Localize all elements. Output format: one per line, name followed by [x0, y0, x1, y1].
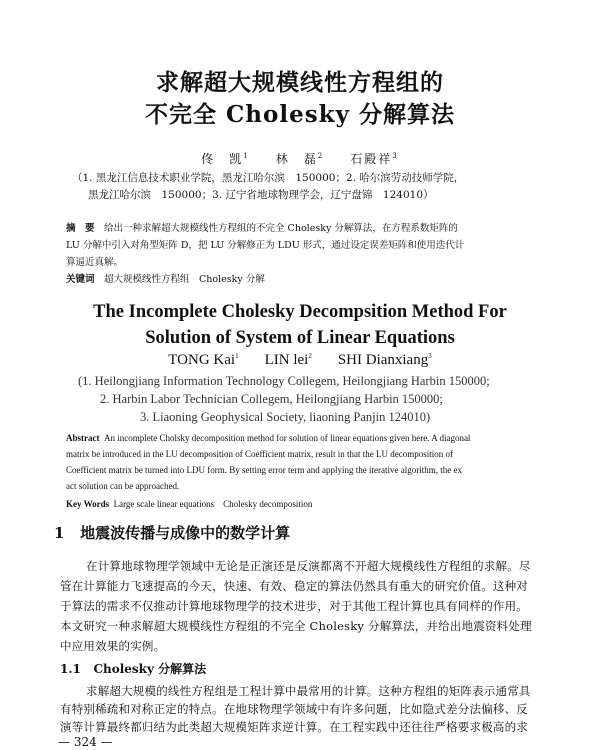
- title-en-line-2: Solution of System of Linear Equations: [145, 328, 455, 348]
- abstract-en-line-3: Coefficient matrix be turned into LDU form. By setting error term and applying the iterative algorithm, the ex: [66, 465, 462, 475]
- title-cn-line-1: 求解超大规模线性方程组的: [156, 69, 444, 96]
- affiliation-en-line-3: 3. Liaoning Geophysical Society, liaoning Panjin 124010): [140, 410, 431, 424]
- para1-line-1: 在计算地球物理学领域中无论是正演还是反演都离不开超大规模线性方程组的求解。尽: [86, 559, 531, 573]
- para2-line-1: 求解超大规模的线性方程组是工程计算中最常用的计算。这种方程组的矩阵表示通常具: [86, 684, 531, 698]
- author-en-2: LIN lei: [264, 352, 309, 368]
- abstract-cn-line-1: [66, 220, 458, 234]
- abstract-en-text-1: An incomplete Cholsky decomposition method for solution of linear equations given here. A diagonal: [104, 433, 471, 443]
- para1-line-2: 管在计算能力飞速提高的今天，快速、有效、稳定的算法仍然具有重大的研究价值。这种对: [60, 579, 528, 593]
- authors-cn: [0, 150, 600, 167]
- keywords-cn-text: 超大规模线性方程组 Cholesky 分解: [104, 274, 265, 285]
- abstract-cn-line-2: LU 分解中引入对角型矩阵 D，把 LU 分解修正为 LDU 形式，通过设定误差矩阵和使用迭代计: [66, 240, 465, 251]
- para2-line-2: 有特别稀疏和对称正定的特点。在地球物理学领域中有许多问题，比如隐式差分法偏移、反: [60, 702, 528, 716]
- keywords-en-text: Large scale linear equations Cholesky decomposition: [113, 499, 313, 509]
- subsection-number: 1.1: [60, 662, 81, 676]
- author-en-3-sup: 3: [428, 352, 432, 360]
- abstract-en-line-2: matrix be introduced in the LU decomposition of Coefficient matrix, result in that the LU decomposition of: [66, 449, 453, 459]
- page-number: — 324 —: [58, 735, 113, 749]
- title-cn-line-2: 不完全 Cholesky 分解算法: [144, 101, 455, 128]
- para1-line-5: 中应用效果的实例。: [60, 639, 166, 653]
- abstract-en-line-1: [66, 433, 470, 443]
- author-cn-1-sup: 1: [243, 152, 250, 160]
- author-cn-3: 石殿祥: [350, 152, 393, 166]
- author-cn-3-sup: 3: [392, 152, 399, 160]
- affiliation-en-line-1: (1. Heilongjiang Information Technology Collegem, Heilongjiang Harbin 150000;: [78, 374, 490, 388]
- abstract-en-label: Abstract: [66, 433, 100, 443]
- author-en-2-sup: 2: [308, 352, 312, 360]
- section-1-heading: [54, 522, 290, 543]
- abstract-cn-text-1: 给出一种求解超大规模线性方程组的不完全 Cholesky 分解算法，在方程系数矩阵的: [104, 223, 458, 234]
- para1-line-4: 本文研究一种求解超大规模线性方程组的不完全 Cholesky 分解算法，并给出地震资料处理: [60, 619, 532, 633]
- section-1-number: 1: [54, 524, 65, 542]
- author-en-1-sup: 1: [235, 352, 239, 360]
- section-1-title: 地震波传播与成像中的数学计算: [80, 524, 291, 542]
- subsection-heading: [60, 660, 206, 677]
- author-en-1: TONG Kai: [168, 352, 236, 368]
- author-en-3: SHI Dianxiang: [337, 352, 429, 368]
- abstract-cn-label: 摘 要: [66, 223, 95, 234]
- abstract-cn-line-3: 算逼近真解。: [66, 257, 124, 268]
- keywords-en: [66, 497, 312, 510]
- para2-line-3: 演等计算最终都归结为此类超大规模矩阵求逆计算。在工程实践中还往往严格要求极高的求: [60, 720, 528, 734]
- subsection-title: Cholesky 分解算法: [93, 662, 207, 676]
- abstract-en-line-4: act solution can be approached.: [66, 481, 180, 491]
- affiliation-en-line-2: 2. Harbin Labor Technician Collegem, Heilongjiang Harbin 150000;: [100, 392, 443, 406]
- keywords-en-label: Key Words: [66, 499, 110, 509]
- authors-en: [0, 352, 600, 369]
- author-cn-2-sup: 2: [317, 152, 325, 160]
- keywords-cn-label: 关键词: [66, 274, 95, 285]
- affiliation-cn-line-2: 黑龙江哈尔滨 150000；3. 辽宁省地球物理学会，辽宁盘锦 124010）: [88, 189, 434, 201]
- author-cn-2: 林 磊: [275, 152, 318, 166]
- para1-line-3: 于算法的需求不仅推动计算地球物理学的技术进步，对于其他工程计算也具有同样的作用。: [60, 599, 528, 613]
- title-en-line-1: The Incomplete Cholesky Decompsition Method For: [93, 302, 507, 322]
- affiliation-cn-line-1: （1. 黑龙江信息技术职业学院，黑龙江哈尔滨 150000；2. 哈尔滨劳动技师学院，: [72, 172, 465, 184]
- author-cn-1: 佟 凯: [201, 152, 244, 166]
- keywords-cn: [66, 271, 265, 285]
